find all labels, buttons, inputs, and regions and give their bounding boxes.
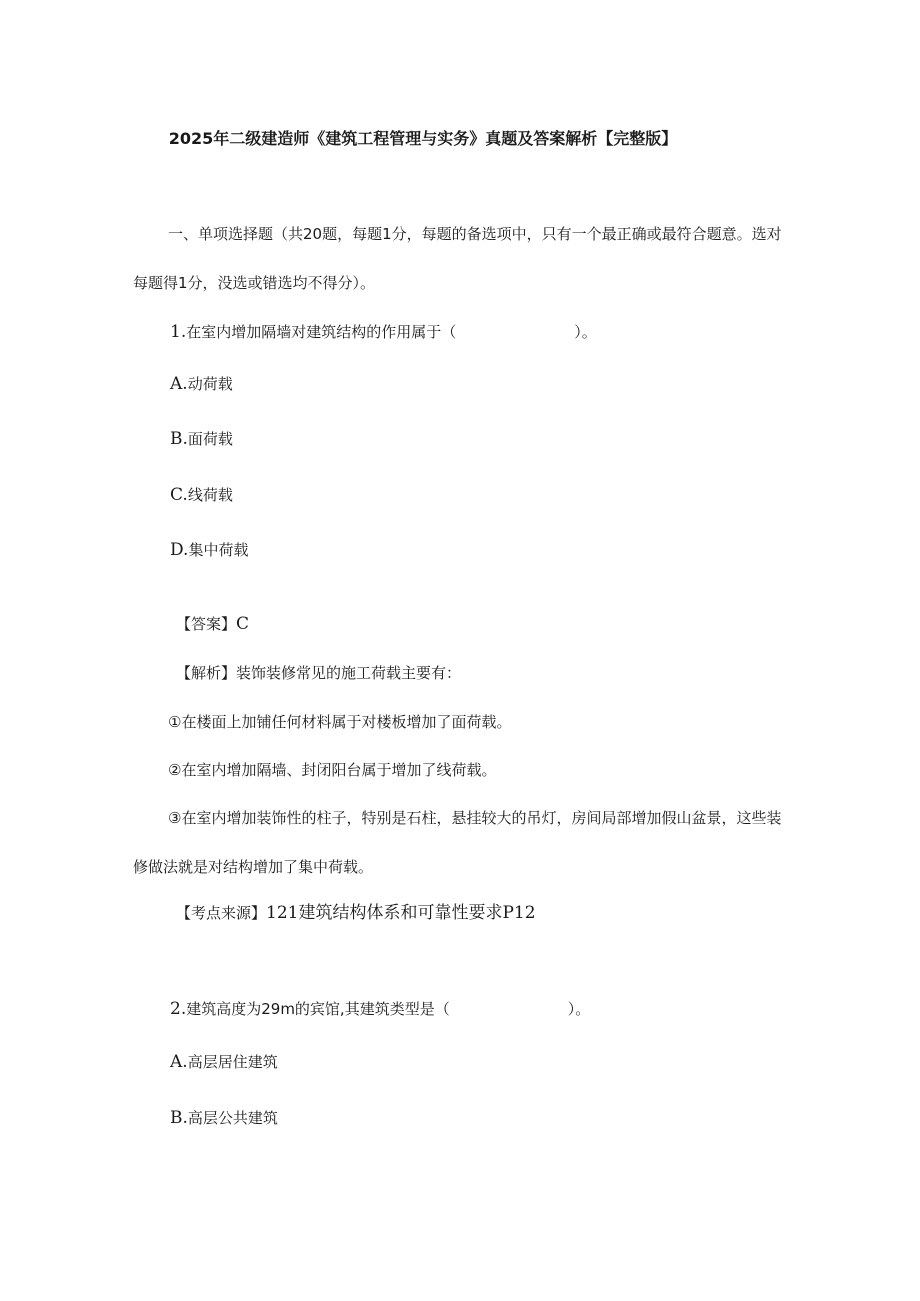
option-text: 高层居住建筑 xyxy=(187,1053,278,1071)
analysis-point-3: ③在室内增加装饰性的柱子，特别是石柱，悬挂较大的吊灯，房间局部增加假山盆景，这些装 xyxy=(168,809,782,827)
question-2-option-a xyxy=(170,1052,278,1072)
option-letter: A. xyxy=(170,1052,188,1072)
source-label: 【考点来源】 xyxy=(176,904,267,922)
option-letter: C. xyxy=(170,485,188,505)
option-text: 集中荷载 xyxy=(188,541,249,559)
option-letter: D. xyxy=(170,540,189,560)
question-1-analysis xyxy=(176,663,461,683)
question-1-source xyxy=(176,903,536,923)
question-1-stem-before: 在室内增加隔墙对建筑结构的作用属于（ xyxy=(186,323,457,341)
option-text: 高层公共建筑 xyxy=(187,1109,278,1127)
option-text: 线荷载 xyxy=(187,486,233,504)
source-value: 121建筑结构体系和可靠性要求P12 xyxy=(266,903,536,923)
question-1-option-a xyxy=(170,374,233,394)
analysis-text: 装饰装修常见的施工荷载主要有： xyxy=(236,664,462,682)
analysis-point-3-continued: 修做法就是对结构增加了集中荷载。 xyxy=(133,858,374,876)
option-text: 动荷载 xyxy=(187,375,233,393)
question-2-number: 2. xyxy=(170,999,187,1019)
question-1-stem-after: ）。 xyxy=(574,323,597,341)
analysis-point-1: ①在楼面上加铺任何材料属于对楼板增加了面荷载。 xyxy=(168,713,512,731)
answer-value: C xyxy=(236,614,250,634)
question-1-option-b xyxy=(170,429,233,449)
question-2-option-b xyxy=(170,1108,278,1128)
analysis-label: 【解析】 xyxy=(176,664,237,682)
question-1-stem xyxy=(170,322,597,342)
answer-label: 【答案】 xyxy=(176,615,237,633)
option-letter: B. xyxy=(170,1108,188,1128)
question-1-number: 1. xyxy=(170,322,187,342)
option-text: 面荷载 xyxy=(187,430,233,448)
option-letter: A. xyxy=(170,374,188,394)
analysis-point-2: ②在室内增加隔墙、封闭阳台属于增加了线荷载。 xyxy=(168,761,497,779)
question-1-option-c xyxy=(170,485,233,505)
question-1-answer xyxy=(176,614,249,634)
question-1-option-d xyxy=(170,540,248,560)
section-heading-line2: 每题得1分，没选或错选均不得分）。 xyxy=(133,274,376,292)
section-heading-line1: 一、单项选择题（共20题，每题1分，每题的备选项中，只有一个最正确或最符合题意。选对 xyxy=(168,225,782,243)
question-2-stem-before: 建筑高度为29m的宾馆,其建筑类型是（ xyxy=(186,1000,450,1018)
document-title: 2025年二级建造师《建筑工程管理与实务》真题及答案解析【完整版】 xyxy=(168,129,678,148)
question-2-stem-after: ）。 xyxy=(567,1000,591,1018)
question-2-stem xyxy=(170,999,590,1019)
option-letter: B. xyxy=(170,429,188,449)
